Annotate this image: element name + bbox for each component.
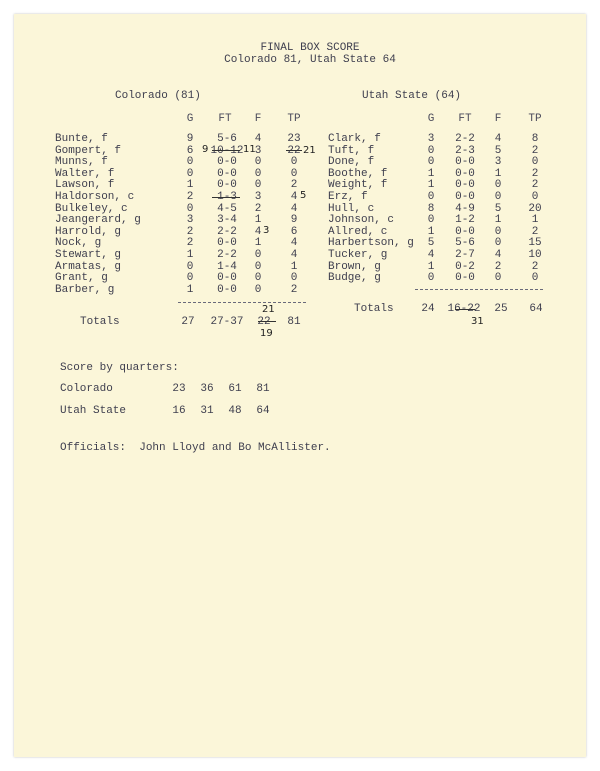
colorado-player-g: 6 (186, 144, 194, 157)
utah-player-f: 5 (494, 144, 502, 157)
colorado-player-name: Lawson, f (55, 179, 115, 192)
colorado-player-tp: 0 (290, 156, 298, 169)
colorado-player-f: 0 (254, 179, 262, 192)
quarters-score: 31 (200, 405, 214, 417)
utah-player-g: 1 (427, 225, 435, 238)
quarters-score: 48 (228, 405, 242, 417)
handwritten-harrold-f: 3 (263, 225, 270, 236)
handwritten-gompert-ft: 9 (202, 144, 209, 155)
utah-player-g: 8 (427, 202, 435, 215)
quarters-score: 16 (172, 405, 186, 417)
colorado-player-name: Nock, g (55, 237, 102, 250)
utah-team-heading: Utah State (64) (362, 90, 462, 102)
utah-player-f: 0 (494, 272, 502, 285)
utah-player-tp: 2 (531, 167, 539, 180)
quarters-label: Score by quarters: (60, 362, 179, 374)
utah-player-name: Tucker, g (328, 249, 388, 261)
utah-totals-f: 25 (494, 303, 508, 315)
colorado-totals-label: Totals (80, 316, 120, 328)
colorado-header-ft: FT (218, 113, 232, 125)
quarters-team: Colorado (60, 383, 113, 395)
utah-player-ft: 0-0 (455, 179, 475, 192)
utah-player-g: 0 (427, 191, 435, 203)
colorado-totals-f: 22 (257, 316, 271, 328)
quarters-score: 81 (256, 383, 270, 395)
colorado-header-g: G (186, 113, 194, 125)
colorado-player-tp: 22 (287, 144, 301, 157)
strike-gompert-tp (286, 150, 302, 151)
colorado-player-ft: 4-5 (217, 202, 237, 215)
strike-utah-ft (455, 309, 475, 310)
utah-totals-label: Totals (354, 303, 394, 315)
utah-player-tp: 15 (528, 237, 542, 250)
handwritten-haldorson-tp: 5 (300, 190, 307, 201)
colorado-player-name: Bunte, f (55, 133, 108, 145)
colorado-player-ft: 0-0 (217, 272, 237, 285)
utah-player-f: 4 (494, 133, 502, 145)
colorado-player-name: Bulkeley, c (55, 202, 128, 215)
colorado-player-name: Harrold, g (55, 225, 122, 238)
strike-haldorson-ft (212, 197, 240, 198)
colorado-player-f: 0 (254, 272, 262, 285)
utah-player-tp: 0 (531, 156, 539, 169)
utah-player-ft: 0-2 (455, 260, 475, 273)
colorado-player-g: 2 (186, 191, 194, 203)
colorado-player-tp: 9 (290, 214, 298, 227)
colorado-player-name: Munns, f (55, 156, 108, 169)
colorado-player-tp: 2 (290, 283, 298, 296)
utah-player-name: Johnson, c (328, 214, 395, 227)
utah-player-g: 0 (427, 214, 435, 227)
colorado-player-g: 0 (186, 167, 194, 180)
utah-player-ft: 4-9 (455, 202, 475, 215)
colorado-player-tp: 23 (287, 133, 301, 145)
utah-player-name: Done, f (328, 156, 375, 169)
colorado-player-ft: 2-2 (217, 249, 237, 261)
utah-header-g: G (427, 113, 435, 125)
colorado-player-g: 0 (186, 272, 194, 285)
colorado-player-ft: 10-12 (210, 144, 244, 157)
document-title: FINAL BOX SCORE (260, 42, 360, 54)
colorado-player-tp: 4 (290, 202, 298, 215)
utah-player-f: 1 (494, 214, 502, 227)
colorado-player-tp: 1 (290, 260, 298, 273)
utah-player-ft: 2-2 (455, 133, 475, 145)
utah-totals-ft: 16-22 (447, 303, 481, 315)
colorado-player-ft: 0-0 (217, 237, 237, 250)
colorado-player-ft: 0-0 (217, 156, 237, 169)
utah-player-tp: 8 (531, 133, 539, 145)
colorado-player-tp: 4 (290, 249, 298, 261)
colorado-player-f: 4 (254, 225, 262, 238)
utah-player-name: Allred, c (328, 225, 388, 238)
utah-player-name: Erz, f (328, 191, 368, 203)
utah-player-ft: 0-0 (455, 156, 475, 169)
colorado-player-name: Jeangerard, g (55, 214, 141, 227)
handwritten-totals-f-below: 19 (260, 328, 273, 339)
utah-player-ft: 0-0 (455, 167, 475, 180)
utah-player-f: 0 (494, 191, 502, 203)
strike-gompert-ft (212, 150, 240, 151)
utah-player-tp: 2 (531, 225, 539, 238)
utah-player-tp: 1 (531, 214, 539, 227)
colorado-player-g: 1 (186, 179, 194, 192)
handwritten-utah-ft: 31 (471, 316, 484, 327)
colorado-player-g: 2 (186, 225, 194, 238)
utah-player-g: 1 (427, 179, 435, 192)
utah-player-f: 0 (494, 179, 502, 192)
utah-player-tp: 20 (528, 202, 542, 215)
colorado-player-g: 0 (186, 156, 194, 169)
utah-totals-g: 24 (421, 303, 435, 315)
utah-player-g: 5 (427, 237, 435, 250)
utah-player-ft: 0-0 (455, 191, 475, 203)
colorado-player-g: 1 (186, 249, 194, 261)
utah-player-ft: 0-0 (455, 272, 475, 285)
colorado-player-ft: 0-0 (217, 167, 237, 180)
utah-player-g: 0 (427, 156, 435, 169)
colorado-player-ft: 1-4 (217, 260, 237, 273)
utah-player-name: Tuft, f (328, 144, 375, 157)
colorado-player-tp: 6 (290, 225, 298, 238)
colorado-player-f: 1 (254, 237, 262, 250)
utah-player-name: Brown, g (328, 260, 381, 273)
utah-player-ft: 0-0 (455, 225, 475, 238)
colorado-player-g: 9 (186, 133, 194, 145)
utah-player-g: 1 (427, 260, 435, 273)
colorado-player-name: Armatas, g (55, 260, 122, 273)
utah-player-name: Weight, f (328, 179, 388, 192)
quarters-score: 64 (256, 405, 270, 417)
utah-player-tp: 10 (528, 249, 542, 261)
colorado-player-f: 0 (254, 156, 262, 169)
colorado-player-name: Gompert, f (55, 144, 122, 157)
colorado-player-f: 2 (254, 202, 262, 215)
utah-player-tp: 0 (531, 191, 539, 203)
utah-header-tp: TP (528, 113, 542, 125)
colorado-player-tp: 4 (290, 191, 298, 203)
colorado-player-g: 2 (186, 237, 194, 250)
quarters-score: 61 (228, 383, 242, 395)
colorado-player-name: Haldorson, c (55, 191, 135, 203)
quarters-team: Utah State (60, 405, 127, 417)
colorado-player-name: Stewart, g (55, 249, 122, 261)
colorado-player-ft: 3-4 (217, 214, 237, 227)
colorado-player-ft: 0-0 (217, 283, 237, 296)
colorado-header-f: F (254, 113, 262, 125)
utah-player-tp: 2 (531, 179, 539, 192)
colorado-totals-g: 27 (181, 316, 195, 328)
utah-player-name: Budge, g (328, 272, 381, 285)
colorado-team-heading: Colorado (81) (115, 90, 201, 102)
utah-player-f: 1 (494, 167, 502, 180)
colorado-totals-ft: 27-37 (210, 316, 244, 328)
handwritten-totals-f: 21 (262, 304, 275, 315)
utah-header-f: F (494, 113, 502, 125)
utah-player-f: 2 (494, 260, 502, 273)
colorado-player-g: 0 (186, 202, 194, 215)
colorado-player-f: 1 (254, 214, 262, 227)
colorado-header-tp: TP (287, 113, 301, 125)
utah-player-ft: 5-6 (455, 237, 475, 250)
utah-player-f: 3 (494, 156, 502, 169)
utah-player-f: 4 (494, 249, 502, 261)
document-subtitle: Colorado 81, Utah State 64 (224, 54, 396, 66)
colorado-player-f: 3 (254, 144, 262, 157)
utah-player-g: 1 (427, 167, 435, 180)
quarters-score: 23 (172, 383, 186, 395)
colorado-player-ft: 2-2 (217, 225, 237, 238)
utah-player-g: 3 (427, 133, 435, 145)
colorado-player-g: 1 (186, 283, 194, 296)
strike-totals-f (258, 321, 276, 322)
colorado-player-tp: 4 (290, 237, 298, 250)
utah-player-tp: 2 (531, 144, 539, 157)
utah-player-f: 0 (494, 237, 502, 250)
colorado-player-f: 0 (254, 283, 262, 296)
utah-player-name: Clark, f (328, 133, 381, 145)
colorado-player-g: 3 (186, 214, 194, 227)
colorado-player-g: 0 (186, 260, 194, 273)
colorado-player-f: 0 (254, 260, 262, 273)
colorado-player-tp: 2 (290, 179, 298, 192)
utah-player-name: Hull, c (328, 202, 375, 215)
officials-line: Officials: John Lloyd and Bo McAllister. (60, 442, 331, 454)
colorado-player-ft: 0-0 (217, 179, 237, 192)
colorado-player-f: 4 (254, 133, 262, 145)
utah-header-ft: FT (458, 113, 472, 125)
quarters-score: 36 (200, 383, 214, 395)
utah-player-name: Boothe, f (328, 167, 388, 180)
utah-player-ft: 2-3 (455, 144, 475, 157)
colorado-player-ft: 1-3 (217, 191, 237, 203)
utah-player-g: 0 (427, 144, 435, 157)
utah-player-ft: 1-2 (455, 214, 475, 227)
utah-player-name: Harbertson, g (328, 237, 414, 250)
colorado-player-name: Grant, g (55, 272, 108, 285)
colorado-player-name: Barber, g (55, 283, 115, 296)
colorado-player-ft: 5-6 (217, 133, 237, 145)
utah-player-g: 0 (427, 272, 435, 285)
utah-totals-tp: 64 (529, 303, 543, 315)
colorado-player-tp: 0 (290, 272, 298, 285)
utah-player-tp: 2 (531, 260, 539, 273)
colorado-player-f: 0 (254, 167, 262, 180)
colorado-totals-rule (178, 302, 306, 303)
colorado-player-name: Walter, f (55, 167, 115, 180)
colorado-player-tp: 0 (290, 167, 298, 180)
utah-player-g: 4 (427, 249, 435, 261)
utah-player-tp: 0 (531, 272, 539, 285)
colorado-totals-tp: 81 (287, 316, 301, 328)
handwritten-gompert-tp: 21 (303, 145, 316, 156)
colorado-player-f: 0 (254, 249, 262, 261)
colorado-player-f: 3 (254, 191, 262, 203)
handwritten-gompert-f: 11 (243, 144, 256, 155)
utah-totals-rule (415, 289, 543, 290)
utah-player-f: 5 (494, 202, 502, 215)
utah-player-f: 0 (494, 225, 502, 238)
utah-player-ft: 2-7 (455, 249, 475, 261)
